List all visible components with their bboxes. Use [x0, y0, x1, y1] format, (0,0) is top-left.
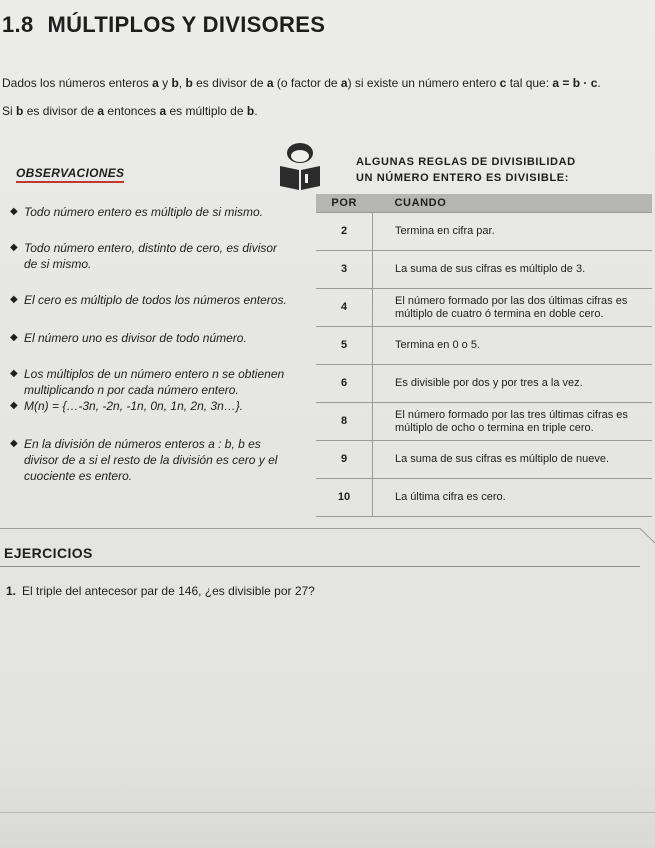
divisor-cell: 2: [316, 213, 373, 251]
rule-text: La suma de sus cifras es múltiplo de nueve.: [395, 453, 610, 465]
rule-cell: [373, 251, 653, 289]
text-fragment: Dados los números enteros: [2, 76, 153, 90]
list-item: [10, 366, 312, 414]
ejercicios-top-rule: [0, 528, 640, 529]
rules-heading: [356, 154, 576, 186]
divisor-cell: 10: [316, 479, 373, 517]
ejercicios-heading: EJERCICIOS: [4, 545, 93, 561]
rules-heading-line2: UN NÚMERO ENTERO ES DIVISIBLE:: [356, 172, 569, 184]
student-reading-book-icon: [278, 142, 322, 192]
item-text: Todo número entero es múltiplo de si mismo.: [24, 205, 264, 219]
diamond-bullet-icon: ◆: [10, 242, 18, 253]
text-fragment: es divisor de: [192, 76, 267, 90]
var-b: b: [185, 76, 193, 90]
rule-cell: [373, 403, 653, 441]
text-fragment: .: [254, 104, 258, 118]
col-header-por: POR: [316, 194, 373, 213]
divisor-cell: 8: [316, 403, 373, 441]
divisor-cell: 9: [316, 441, 373, 479]
exercise-1: [6, 584, 315, 598]
rule-text-cont: múltiplo de ocho o termina en triple cero.: [395, 421, 594, 434]
item-text-cont: multiplicando n por cada número entero.: [24, 383, 239, 397]
rule-text: Termina en cifra par.: [395, 225, 495, 237]
corner-fold-decoration: [620, 528, 655, 568]
text-fragment: y: [158, 76, 172, 90]
list-item: [10, 292, 312, 308]
item-text: Los múltiplos de un número entero n se obtienen: [24, 367, 285, 381]
text-fragment: .: [597, 76, 601, 90]
var-a: a: [159, 104, 167, 118]
diamond-bullet-icon: ◆: [10, 332, 18, 343]
var-b: b: [16, 104, 24, 118]
var-a: a: [340, 76, 348, 90]
definition-paragraph: [2, 76, 601, 90]
exercise-text: El triple del antecesor par de 146, ¿es divisible por 27?: [22, 584, 315, 598]
list-item: [10, 204, 312, 220]
table-row: [316, 327, 652, 365]
text-fragment: es múltiplo de: [166, 104, 247, 118]
item-text: El cero es múltiplo de todos los números enteros.: [24, 293, 287, 307]
table-row: [316, 403, 652, 441]
multiples-formula: [10, 398, 312, 414]
table-row: [316, 365, 652, 403]
rule-text: El número formado por las tres últimas cifras es: [395, 408, 628, 421]
diamond-bullet-icon: ◆: [10, 438, 18, 449]
text-fragment: entonces: [104, 104, 160, 118]
table-row: [316, 441, 652, 479]
item-text-cont: cuociente es entero.: [24, 469, 133, 483]
var-c: c: [499, 76, 507, 90]
rule-text-cont: múltiplo de cuatro ó termina en doble cero.: [395, 307, 604, 320]
exercise-number: 1.: [6, 584, 17, 598]
list-item: [10, 330, 312, 346]
var-a: a: [266, 76, 274, 90]
page-bottom-rule: [0, 812, 655, 813]
page-shadow: [0, 740, 655, 848]
text-fragment: tal que:: [506, 76, 553, 90]
text-fragment: es divisor de: [23, 104, 98, 118]
rule-text: El número formado por las dos últimas cifras es: [395, 294, 628, 307]
section-title: [2, 12, 325, 38]
var-b: b: [246, 104, 255, 118]
ejercicios-bottom-rule: [0, 566, 640, 567]
rule-text: Es divisible por dos y por tres a la vez.: [395, 377, 583, 389]
divisor-cell: 4: [316, 289, 373, 327]
section-number: 1.8: [2, 12, 34, 37]
item-text: En la división de números enteros a : b, b es: [24, 437, 261, 451]
diamond-bullet-icon: ◆: [10, 294, 18, 305]
diamond-bullet-icon: ◆: [10, 400, 18, 411]
rule-text: La última cifra es cero.: [395, 491, 506, 503]
table-row: [316, 251, 652, 289]
list-item: [10, 436, 312, 484]
var-a: a: [152, 76, 159, 90]
section-title-text: MÚLTIPLOS Y DIVISORES: [47, 12, 326, 37]
rule-cell: [373, 441, 653, 479]
rule-cell: [373, 327, 653, 365]
diamond-bullet-icon: ◆: [10, 206, 18, 217]
text-fragment: ,: [178, 76, 186, 90]
text-fragment: ) si existe un número entero: [347, 76, 500, 90]
divisibility-rules-table: [316, 194, 652, 517]
text-fragment: Si: [2, 104, 17, 118]
divisor-cell: 6: [316, 365, 373, 403]
table-row: [316, 479, 652, 517]
text-fragment: (o factor de: [273, 76, 341, 90]
var-a: a: [97, 104, 105, 118]
rule-text: La suma de sus cifras es múltiplo de 3.: [395, 263, 586, 275]
rules-heading-line1: ALGUNAS REGLAS DE DIVISIBILIDAD: [356, 156, 576, 168]
col-header-cuando: CUANDO: [373, 194, 653, 213]
observaciones-heading: OBSERVACIONES: [16, 166, 124, 183]
diamond-bullet-icon: ◆: [10, 368, 18, 379]
item-text: El número uno es divisor de todo número.: [24, 331, 247, 345]
item-text-cont: divisor de a si el resto de la división es cero y el: [24, 453, 278, 467]
item-text-cont: de si mismo.: [24, 257, 92, 271]
divisor-cell: 5: [316, 327, 373, 365]
equation: a = b · c: [552, 76, 598, 90]
var-b: b: [171, 76, 179, 90]
rule-cell: [373, 365, 653, 403]
list-item: [10, 240, 312, 272]
divisor-cell: 3: [316, 251, 373, 289]
rule-cell: [373, 213, 653, 251]
rule-text: Termina en 0 o 5.: [395, 339, 480, 351]
table-row: [316, 289, 652, 327]
table-row: [316, 213, 652, 251]
table-header-row: [316, 194, 652, 213]
rule-cell: [373, 289, 653, 327]
multiple-paragraph: [2, 104, 258, 118]
rule-cell: [373, 479, 653, 517]
item-text: Todo número entero, distinto de cero, es divisor: [24, 241, 278, 255]
formula-text: M(n) = {…-3n, -2n, -1n, 0n, 1n, 2n, 3n…}.: [24, 399, 244, 413]
